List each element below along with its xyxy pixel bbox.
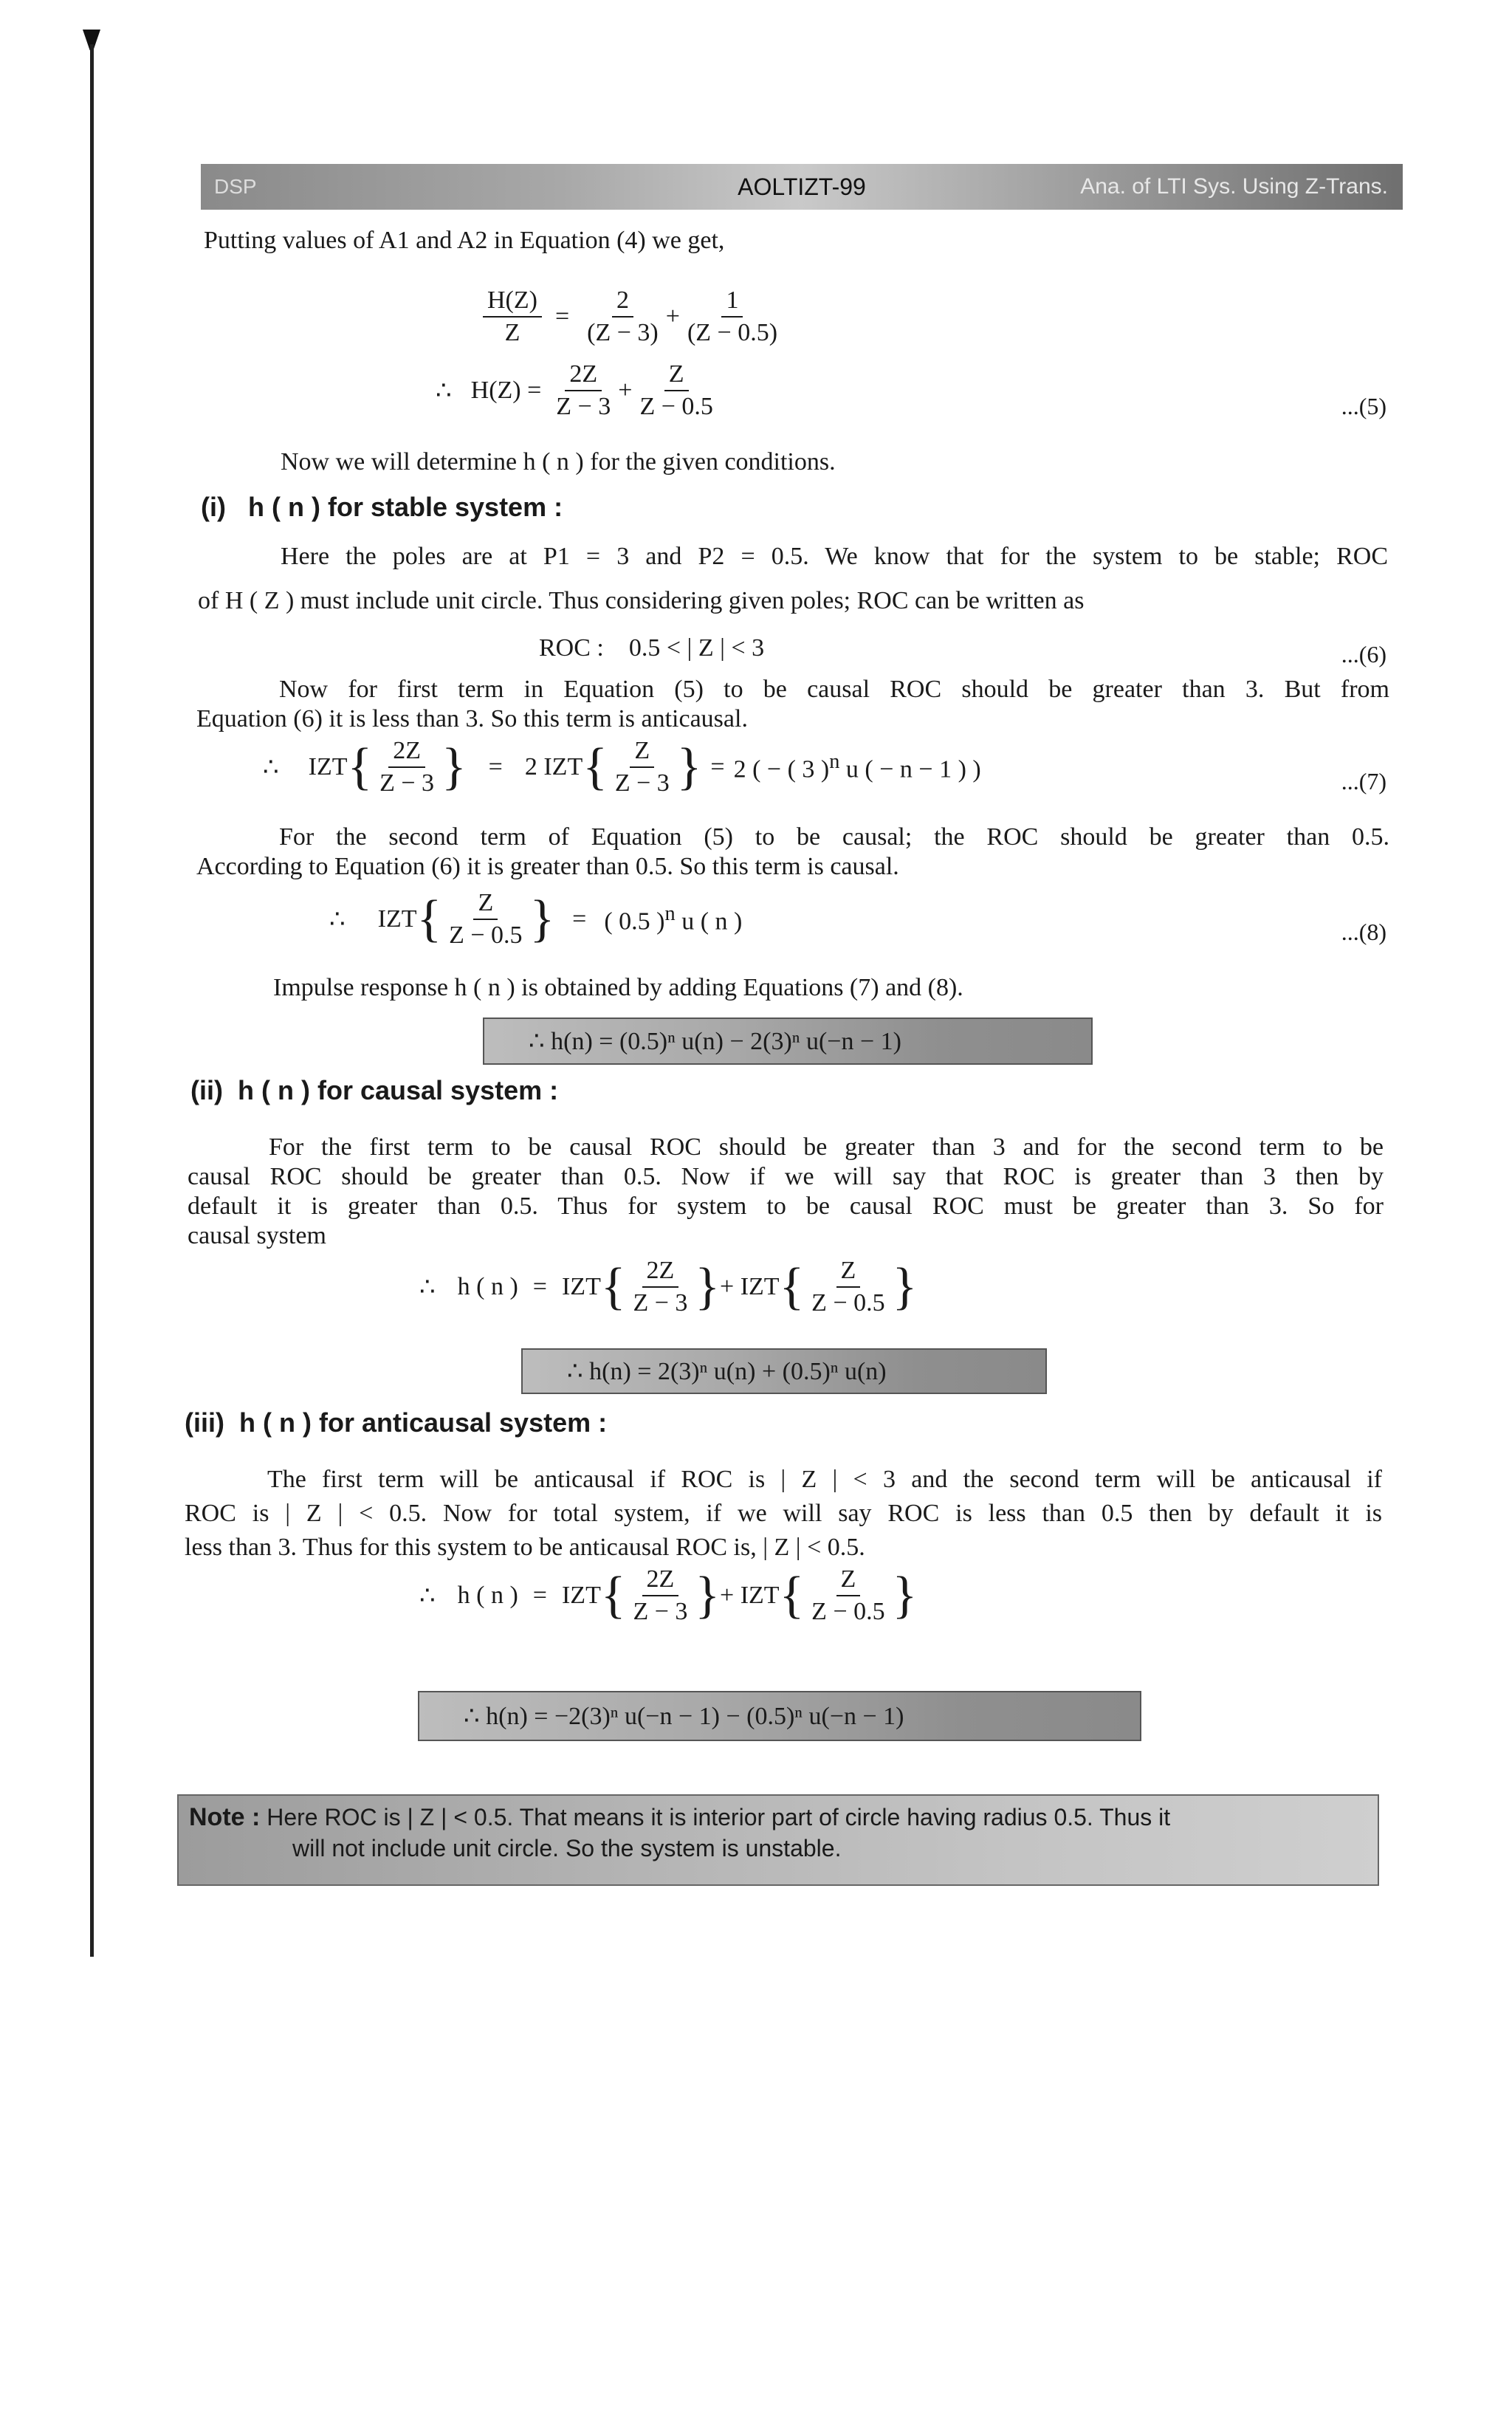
stable-para-1a: Here the poles are at P1 = 3 and P2 = 0.5. We know that for the system to be stable; ROC <box>281 543 1388 570</box>
equation-5-label: ...(5) <box>1341 393 1386 419</box>
intro-text: Putting values of A1 and A2 in Equation (4) we get, <box>204 227 725 254</box>
equation-6-label: ...(6) <box>1341 641 1386 668</box>
roc-stable: ROC : 0.5 < | Z | < 3 <box>539 634 765 662</box>
stable-para-3b: According to Equation (6) it is greater than 0.5. So this term is causal. <box>196 853 899 880</box>
equation-anticausal: ∴ h ( n ) = IZT { $\frac{2Z}{Z - 3}$ } + IZT { $\frac{Z}{Z - 0.5}$ } <box>419 1565 918 1625</box>
header-left: DSP <box>214 175 257 198</box>
result-stable: ∴ h(n) = (0.5)ⁿ u(n) − 2(3)ⁿ u(−n − 1) <box>483 1018 1093 1065</box>
equation-8: ∴ IZT { $\frac{Z}{Z - 0.5}$ } = ( 0.5 )$^n$ u ( n ) <box>329 889 743 949</box>
heading-causal: (ii) h ( n ) for causal system : <box>190 1075 559 1105</box>
equation-7-label: ...(7) <box>1341 768 1386 795</box>
equation-8-label: ...(8) <box>1341 919 1386 945</box>
determine-text: Now we will determine h ( n ) for the given conditions. <box>281 448 836 476</box>
equation-hz-over-z: $\frac{H(Z)}{Z}$ = $\frac{2}{(Z - 3)}$ + $\frac{1}{(Z - 0.5)}$ <box>480 286 785 347</box>
note-text-2: will not include unit circle. So the system is unstable. <box>292 1835 842 1861</box>
note-label: Note : <box>189 1803 261 1831</box>
header-title: AOLTIZT-99 <box>738 173 866 200</box>
stable-para-4: Impulse response h ( n ) is obtained by adding Equations (7) and (8). <box>273 974 963 1001</box>
stable-para-2b: Equation (6) it is less than 3. So this term is anticausal. <box>196 705 748 732</box>
causal-para-3: default it is greater than 0.5. Thus for system to be causal ROC must be greater than 3. So for <box>188 1193 1384 1220</box>
result-anticausal: ∴ h(n) = −2(3)ⁿ u(−n − 1) − (0.5)ⁿ u(−n − 1) <box>418 1691 1141 1741</box>
causal-para-4: causal system <box>188 1222 326 1249</box>
equation-5: ∴ H(Z) = $\frac{2Z}{Z - 3}$ + $\frac{Z}{Z - 0.5}$ <box>436 360 713 420</box>
binding-line <box>90 44 94 1957</box>
page-header <box>201 164 1403 210</box>
equation-causal: ∴ h ( n ) = IZT { $\frac{2Z}{Z - 3}$ } + IZT { $\frac{Z}{Z - 0.5}$ } <box>419 1257 918 1317</box>
stable-para-2a: Now for first term in Equation (5) to be causal ROC should be greater than 3. But from <box>279 676 1389 703</box>
causal-para-2: causal ROC should be greater than 0.5. Now if we will say that ROC is greater than 3 then by <box>188 1163 1384 1190</box>
header-right: Ana. of LTI Sys. Using Z-Trans. <box>1080 174 1388 199</box>
result-causal: ∴ h(n) = 2(3)ⁿ u(n) + (0.5)ⁿ u(n) <box>521 1348 1047 1394</box>
anticausal-para-3: less than 3. Thus for this system to be anticausal ROC is, | Z | < 0.5. <box>185 1534 865 1561</box>
stable-para-3a: For the second term of Equation (5) to be causal; the ROC should be greater than 0.5. <box>279 823 1389 851</box>
note-text-1: Here ROC is | Z | < 0.5. That means it is interior part of circle having radius 0.5. Thus it <box>267 1804 1171 1830</box>
note-box <box>177 1794 1379 1886</box>
equation-7: ∴ IZT { $\frac{2Z}{Z - 3}$ } = 2 IZT { $\frac{Z}{Z - 3}$ } = 2 ( − ( 3 )$^n$ u ( − n − 1 ) ) <box>263 737 981 797</box>
anticausal-para-2: ROC is | Z | < 0.5. Now for total system, if we will say ROC is less than 0.5 then by default it is <box>185 1500 1382 1527</box>
heading-anticausal: (iii) h ( n ) for anticausal system : <box>185 1407 608 1438</box>
heading-stable: (i) h ( n ) for stable system : <box>201 492 563 522</box>
stable-para-1b: of H ( Z ) must include unit circle. Thus considering given poles; ROC can be written as <box>198 587 1085 614</box>
causal-para-1: For the first term to be causal ROC should be greater than 3 and for the second term to be <box>269 1133 1384 1161</box>
anticausal-para-1: The first term will be anticausal if ROC is | Z | < 3 and the second term will be anticausal if <box>267 1466 1382 1493</box>
